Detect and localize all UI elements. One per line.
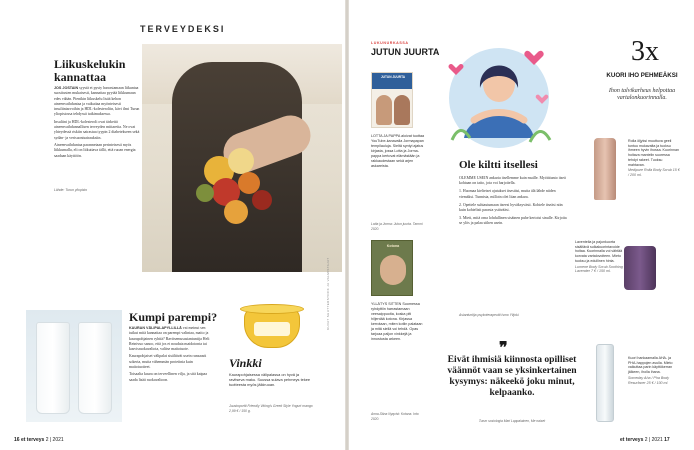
- photo-credit: KUVAT SHUTTERSTOCK JA VALMISTAJAT: [326, 257, 330, 330]
- product-1-desc: Rolla öljyksi muuttuva geeli tuntuu mukavalta ja tuoksu ihmeen hyvin ihossa. Kuorinnan hoitava mantelin suoressa tehdyt rakeet. Tuoksu mahtavan.: [628, 139, 679, 167]
- product-jar-2: [624, 246, 656, 290]
- magazine-name-right: et terveys: [620, 437, 644, 443]
- pull-quote: Eivät ihmisiä kiinnosta opilliset väännöt vaan se yksinkertainen kysymys: näkeekö joku minut, kelpaanko.: [447, 354, 577, 398]
- kumpi-para-1: vai meinut sen tutkut mitä kannattaa on parempi valintaa, maito ja kaurapohjainen ryhtiä? Ravitsemusasiantuntija Heli Reinivuo sanoo, että jos et noudata maidotonta tai kasvisruokavaliota, valitse maitotuote.: [129, 326, 210, 352]
- self-hug-illustration: [434, 28, 564, 160]
- book-kicker: LUKUNURKASSA: [371, 41, 409, 45]
- page-number-right: 17: [664, 437, 670, 443]
- issue-left: 2 | 2021: [45, 437, 64, 443]
- kuori-title: KUORI IHO PEHMEÄKSI: [606, 72, 678, 79]
- product-tube-1: [594, 138, 616, 200]
- book-cover-1: [371, 72, 413, 128]
- book-cover-2: [371, 240, 413, 296]
- product-2-source: Lumene Body Scrub Soothing Lavender 7 € / 150 ml.: [575, 264, 623, 274]
- product-bottle-3: [596, 344, 614, 422]
- yogurt-label: [254, 322, 290, 336]
- liikunta-kicker: JOS JOSTAIN: [54, 86, 79, 90]
- big-3x: 3x: [631, 36, 659, 67]
- vinkki-body: Kaurapohjaisessa välipalassa on hyvä ja ravitseva maku. Suussa sulava pehmeys tekee tuotteesta myös jälkiruoan.: [229, 372, 311, 388]
- product-3-source: Someday Aha / Pha Body Resurfacer 25 € / 100 ml.: [628, 375, 670, 385]
- product-1-text: [628, 139, 680, 178]
- pull-quote-source: Turun sosiologia Mari Lappalainen, Me naiset: [478, 419, 546, 423]
- liikunta-para-1: syystä et pysty harrastamaan liikuntaa suositusten mukaisesti, kannattaa pyytää liikkumaan edes vähän. Pienikin liikuskelu lisää kehon aineenvaihduntaa ja vaikuttaa myönteisesti insuliiniarvoihin ja HDL-kolesteroliin, kävi ilmi Turun yliopistossa tehdyssä tutkimuksessa.: [54, 86, 140, 117]
- gutter: [345, 0, 349, 450]
- magazine-name-left: et terveys: [20, 437, 45, 443]
- product-3-text: [628, 356, 680, 385]
- liikunta-title: Liikuskelukin kannattaa: [54, 57, 126, 84]
- product-2-desc: Laventelia ja pajunkuorta sisältävä sulkakuorintavoide hoitaa. Kuorinnalla voi vähtää korvata vartalovoiteen. Mieto tuoksu ja edullinen hinta.: [575, 240, 623, 263]
- cover-person: [394, 95, 410, 125]
- glass-left: [36, 322, 70, 414]
- cover-2-text: Kotona: [386, 244, 400, 248]
- cover-1-text: JUTUN JUURTA: [380, 75, 406, 79]
- yogurt-photo: [224, 300, 320, 358]
- kumpi-title: Kumpi parempi?: [129, 310, 218, 324]
- liikunta-body: [54, 86, 140, 161]
- liikunta-para-3: Aineenvaihduntaa parannetaan perinteisesti myös liikkumalla, eli on liikuttava tällä, että ruoan energia saadaan käyttöön.: [54, 142, 136, 158]
- bouquet-photo: [142, 44, 342, 272]
- book-2-source: Anna-Stina Nyqvist: Kotona. Into 2020.: [371, 412, 419, 421]
- kuori-subtitle: Ihon talvikarheus helpottaa vartalonkuorinnalla.: [608, 88, 676, 101]
- book-1-body: LOTTA JA PAPPA aloivat tuottaa YouTube-kanavalla Jormapapan tempilauluja. Sieltä syntyi ajatus kirjasta, jossa Lotta ja Jorma-pappa kertovat elämästään ja rakkaudestaan sekä arjen askareista.: [371, 134, 425, 168]
- section-header: TERVEYDEKSI: [140, 24, 226, 34]
- kumpi-kicker: KAURAN VÄLIPALAPYLLILLÄ: [129, 326, 182, 330]
- flower: [252, 190, 272, 210]
- folio-right: [620, 437, 670, 443]
- kiltti-para-1: OLEMME USEIN ankaria itsellemme kuin muille. Myötätunto itseä kohtaan on taito, jota voi harjoitella.: [459, 176, 566, 186]
- quote-mark-icon: ❞: [499, 340, 508, 357]
- folio-left: [14, 437, 64, 443]
- kiltti-body: [459, 176, 569, 230]
- kiltti-para-3: 2. Opettele suhtautumaan itseesi hyväksyvästi. Kohtele itseäsi niin kuin kohtelisit parasta ystävääsi.: [459, 202, 563, 213]
- kiltti-para-2: 1. Huomaa kielteiset ajatukset itsestäsi, mutta älä lähde niiden viemäksi. Tunnista, milloin olet liian ankara.: [459, 189, 556, 199]
- book-title: JUTUN JUURTA: [371, 47, 440, 57]
- book-2-body: YLLÄTYS SITTEN Suomessa ryhdyttiin harrastamaan veesaippuoita, koska piti hiljentää kotona. Kirjassa kerrotaan, miten kotiin palataan ja mitä siellä voi tehdä. Opas tarjoaa paljon vinkkejä ja innostusta arkeen.: [371, 302, 423, 341]
- kumpi-para-3: Toisaalta kaura on terveellinen vilja, ja sitä kaipaa saada lisää ruokavalioon.: [129, 372, 207, 382]
- milk-glasses-photo: [26, 310, 122, 422]
- product-3-desc: Kuori hankaamalla AHA- ja PHA-happojen avulla. Mieto vaikuttaa parin käyttökerran jälkeen, iholla ihana.: [628, 356, 673, 375]
- book-1-source: Lotta ja Jorma: Jutun juurta. Tammi 2020.: [371, 222, 423, 231]
- flower: [224, 200, 248, 224]
- liikunta-source: Lähde: Turun yliopisto: [54, 188, 88, 192]
- cover-person: [380, 255, 406, 285]
- page-number-left: 16: [14, 437, 20, 443]
- kiltti-title: Ole kiltti itsellesi: [459, 159, 538, 171]
- yogurt-lid: [240, 304, 304, 314]
- kiltti-para-4: 3. Mieti, mitä oma lohdullinen sisäinen puhe kertoisi sinulle. Kirjoita se ylös ja palaa siihen usein.: [459, 216, 567, 226]
- issue-right: 2 | 2021: [644, 437, 663, 443]
- flower: [228, 148, 254, 174]
- cover-person: [376, 95, 392, 125]
- liikunta-para-2: Insuliini ja HDL-kolesteroli ovat tärkeitä aineenvaihdunnallisen terveyden mittareita. Ne ovat yhteydessä riskiin sairastua tyypin 2 diabetekseen sekä sydän- ja verisuonisairauksiin.: [54, 119, 140, 140]
- product-2-text: [575, 240, 623, 274]
- product-1-source: Medipure Rolla Body Scrub 15 € / 200 ml.: [628, 168, 680, 177]
- kumpi-body: [129, 326, 215, 385]
- vinkki-title: Vinkki: [229, 356, 262, 370]
- kiltti-source: Asiantuntija psykoterapeutti Ismo Ylijoki.: [459, 313, 520, 317]
- flower: [196, 184, 214, 202]
- glass-right: [78, 322, 112, 414]
- kumpi-para-2: Kaurapohjaiset välipalat sisältävät usein runsaasti sokeria, mutta vähemmän proteiinia kuin maitotuotteet.: [129, 354, 207, 370]
- vinkki-source: Juustoportti Friendly Viking's Greek Style Yogurt mango 2,99 € / 150 g.: [229, 404, 313, 413]
